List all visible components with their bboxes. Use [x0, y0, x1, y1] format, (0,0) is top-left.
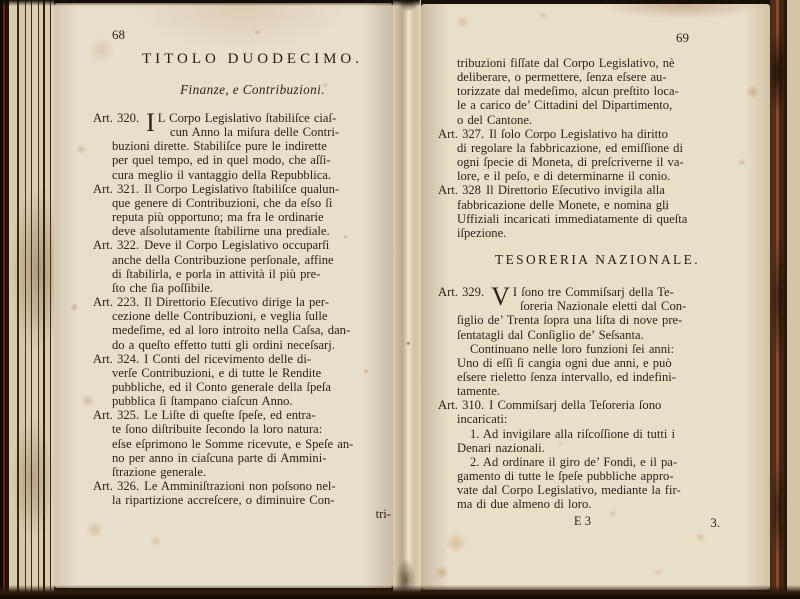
text-line: te ſono diſtribuite ſecondo la loro natura:	[112, 422, 323, 437]
text-line: 1. Ad invigilare alla riſcoſſione di tutti i	[470, 426, 675, 441]
paragraph	[93, 295, 393, 352]
text-line: buzioni dirette. Stabiliſce pure le indirette	[112, 139, 327, 154]
text-line: Art. 320. I L Corpo Legislativo ſtabiliſce ciaſ-	[93, 108, 337, 137]
text-line: verſe Contribuzioni, e di tutte le Rendite	[112, 365, 322, 380]
book-top-edge-shadow	[0, 0, 420, 6]
text-line: Uffiziali incaricati immediatamente di queſta	[457, 211, 688, 226]
text-line: Art. 223. Il Direttorio Eſecutivo dirige la per-	[93, 295, 329, 310]
text-line: Art. 324. I Conti del ricevimento delle di-	[93, 351, 312, 366]
text-line: gamento di tutte le ſpeſe pubbliche appro-	[457, 469, 674, 484]
text-line: ma di due almeno di loro.	[457, 497, 592, 512]
text-line: anche della Contribuzione perſonale, affine	[112, 252, 334, 267]
article-label: Art. 223.	[93, 295, 140, 310]
left-page-text	[93, 33, 393, 522]
signature-mark: E 3	[573, 513, 592, 528]
text-line: Art. 325. Le Liſte di queſte ſpeſe, ed entra-	[93, 408, 316, 423]
section-heading: TESORERIA NAZIONALE.	[495, 252, 700, 268]
text-line: la ripartizione accreſcere, o diminuire Con-	[112, 493, 335, 508]
text-line: cezione delle Contribuzioni, e veglia ſulle	[112, 309, 328, 324]
text-line: deliberare, o permettere, ſenza eſsere au-	[457, 70, 667, 85]
text-line: Denari nazionali.	[457, 440, 545, 455]
text-line: di regolare la fabbricazione, ed emiſſione di	[457, 140, 683, 155]
article-label: Art. 321.	[93, 181, 140, 196]
article-label: Art. 320.	[93, 111, 140, 125]
section-subtitle: Finanze, e Contribuzioni.	[180, 82, 325, 97]
paragraph	[93, 479, 393, 508]
text-line: ſto che ſia poſſibile.	[112, 280, 213, 295]
article-label: Art. 310.	[438, 398, 485, 413]
text-line: le a carico de’ Cittadini del Dipartimento,	[457, 98, 673, 113]
text-line: Art. 310. I Commiſsarj della Teſoreria ſono	[438, 398, 662, 413]
text-line: ogni ſpecie di Moneta, di preſcriverne il va-	[457, 155, 684, 170]
paragraph	[93, 181, 393, 239]
article-label: Art. 325.	[93, 408, 140, 423]
paragraph	[93, 238, 393, 295]
page-title: TITOLO DUODECIMO.	[141, 51, 364, 67]
right-page-text	[438, 56, 738, 530]
catchword: tri-	[375, 507, 391, 522]
text-line: Art. 327. Il ſolo Corpo Legislativo ha diritto	[438, 126, 668, 141]
text-line: Art. 321. Il Corpo Legislativo ſtabiliſce qualun-	[93, 181, 340, 196]
page-number-right: 69	[676, 30, 689, 45]
article-label: Art. 327.	[438, 126, 485, 141]
text-line: do a queſto effetto tutti gli ordini neceſsarj.	[112, 337, 335, 352]
book-bottom-edge-shadow	[0, 584, 800, 599]
text-line: ſentatagli dal Conſiglio de’ Seſsanta.	[457, 327, 644, 342]
article-label: Art. 329.	[438, 285, 485, 300]
text-line: ſoreria Nazionale eletti dal Con-	[520, 299, 687, 314]
text-line: 2. Ad ordinare il giro de’ Fondi, e il pa-	[470, 454, 678, 469]
book-gutter	[393, 0, 421, 592]
text-line: cura meglio il vantaggio della Repubblica.	[112, 167, 332, 182]
paragraph	[93, 351, 393, 409]
text-line: vate dal Corpo Legislativo, mediante la fir-	[457, 483, 681, 498]
catchword: 3.	[710, 515, 720, 530]
text-line: reputa più opportuno; ma fra le ordinarie	[112, 210, 324, 225]
text-line: que genere di Contribuzioni, che da eſso ſi	[112, 195, 333, 210]
text-line: tamente.	[457, 384, 501, 399]
text-line: Continuano nelle loro funzioni ſei anni:	[470, 341, 675, 356]
article-label: Art. 326.	[93, 479, 140, 494]
left-page	[54, 3, 393, 588]
text-line: Art. 329. V I ſono tre Commiſsarj della Te-	[438, 282, 674, 312]
paragraph	[438, 183, 738, 240]
text-line: Art. 328 Il Direttorio Eſecutivo invigila alla	[438, 183, 665, 198]
text-line: pubblica ſi ſtampano ciaſcun Anno.	[112, 394, 293, 409]
text-line: iſpezione.	[457, 225, 507, 240]
book-page-edges-left	[0, 0, 54, 599]
paragraph	[438, 126, 738, 184]
article-label: Art. 328	[438, 183, 481, 198]
text-line: ſiglio de’ Trenta ſopra una liſta di nove pre-	[457, 313, 683, 328]
text-line: Uno di eſſi ſi cangia ogni due anni, e può	[457, 355, 672, 370]
text-line: pubbliche, ed il Conto generale della ſpeſa	[112, 379, 331, 394]
drop-cap: V	[491, 282, 510, 312]
text-line: incaricati:	[457, 412, 508, 427]
drop-cap: I	[146, 108, 155, 137]
text-line: di ſtabilirla, e porla in attività il più pre-	[112, 266, 321, 281]
article-label: Art. 322.	[93, 238, 140, 253]
text-line: Art. 326. Le Amminiſtrazioni non poſsono nel-	[93, 479, 336, 494]
text-line: Art. 322. Deve il Corpo Legislativo occuparſi	[93, 238, 330, 253]
paragraph	[457, 342, 738, 399]
page-footer	[457, 514, 738, 530]
book-page-edges-right	[770, 0, 800, 599]
text-line: tribuzioni fiſſate dal Corpo Legislativo, nè	[457, 56, 675, 70]
text-line: eſse eſprimono le Somme ricevute, e Speſe an-	[112, 436, 354, 451]
text-line: cun Anno la miſura delle Contri-	[170, 125, 340, 140]
page-number-left: 68	[112, 27, 125, 42]
text-line: per quel tempo, ed in quel modo, che aſſi-	[112, 153, 331, 168]
text-line: eſsere rieletto ſenza intervallo, ed indefini-	[457, 369, 676, 384]
text-line: o del Cantone.	[457, 112, 533, 127]
text-line: no per anno in ciaſcuna parte di Ammini-	[112, 450, 327, 465]
paragraph	[93, 108, 393, 182]
right-page	[421, 4, 770, 590]
text-line: medeſime, ed al loro introito nella Caſsa, dan-	[112, 323, 351, 338]
text-line: torizzate dal medeſimo, alcun preſtito loca-	[457, 84, 679, 99]
paragraph	[457, 56, 738, 127]
text-line: fabbricazione delle Monete, e nomina gli	[457, 197, 670, 212]
text-line: lore, e il peſo, e di determinarne il conio.	[457, 169, 671, 184]
paragraph	[438, 282, 738, 342]
text-line: ſtrazione generale.	[112, 464, 206, 479]
paragraph	[93, 408, 393, 479]
paragraph	[438, 398, 738, 512]
article-label: Art. 324.	[93, 351, 140, 366]
text-line: deve aſsolutamente ſtabilirne una prediale.	[112, 224, 330, 239]
